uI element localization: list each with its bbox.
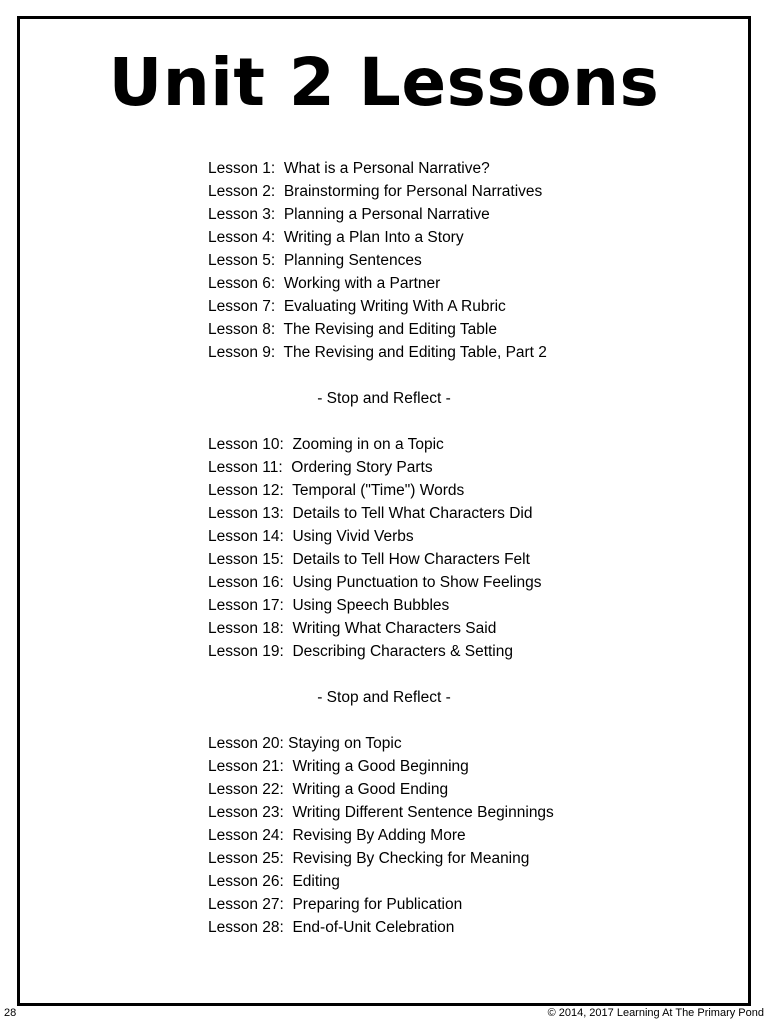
spacer [208,364,560,387]
lesson-item: Lesson 22: Writing a Good Ending [208,781,449,798]
lesson-item: Lesson 16: Using Punctuation to Show Feelings [208,574,542,591]
lesson-list [208,157,560,939]
lesson-item: Lesson 25: Revising By Checking for Meaning [208,850,530,867]
page-title: Unit 2 Lessons [108,44,660,121]
lesson-item: Lesson 27: Preparing for Publication [208,896,463,913]
stop-and-reflect-divider: - Stop and Reflect - [317,689,451,706]
lesson-item: Lesson 17: Using Speech Bubbles [208,597,450,614]
lesson-item: Lesson 6: Working with a Partner [208,275,441,292]
lesson-item: Lesson 23: Writing Different Sentence Beginnings [208,804,554,821]
spacer [208,663,560,686]
lesson-item: Lesson 2: Brainstorming for Personal Narratives [208,183,543,200]
lesson-item: Lesson 19: Describing Characters & Setting [208,643,513,660]
lesson-item: Lesson 8: The Revising and Editing Table [208,321,497,338]
lesson-item: Lesson 20: Staying on Topic [208,735,402,752]
lesson-item: Lesson 13: Details to Tell What Characters Did [208,505,533,522]
lesson-item: Lesson 3: Planning a Personal Narrative [208,206,490,223]
lesson-item: Lesson 1: What is a Personal Narrative? [208,160,490,177]
lesson-item: Lesson 24: Revising By Adding More [208,827,466,844]
stop-and-reflect-divider: - Stop and Reflect - [317,390,451,407]
copyright-notice: © 2014, 2017 Learning At The Primary Pond [547,1007,764,1019]
lesson-item: Lesson 15: Details to Tell How Characters Felt [208,551,530,568]
lesson-item: Lesson 4: Writing a Plan Into a Story [208,229,464,246]
lesson-item: Lesson 21: Writing a Good Beginning [208,758,469,775]
lesson-item: Lesson 26: Editing [208,873,340,890]
lesson-item: Lesson 10: Zooming in on a Topic [208,436,444,453]
lesson-item: Lesson 5: Planning Sentences [208,252,422,269]
lesson-item: Lesson 18: Writing What Characters Said [208,620,497,637]
spacer [208,709,560,732]
lesson-item: Lesson 12: Temporal ("Time") Words [208,482,465,499]
lesson-item: Lesson 7: Evaluating Writing With A Rubric [208,298,506,315]
lesson-item: Lesson 11: Ordering Story Parts [208,459,433,476]
spacer [208,410,560,433]
lesson-item: Lesson 9: The Revising and Editing Table, Part 2 [208,344,547,361]
page-number: 28 [4,1007,17,1019]
lesson-item: Lesson 28: End-of-Unit Celebration [208,919,455,936]
lesson-item: Lesson 14: Using Vivid Verbs [208,528,414,545]
